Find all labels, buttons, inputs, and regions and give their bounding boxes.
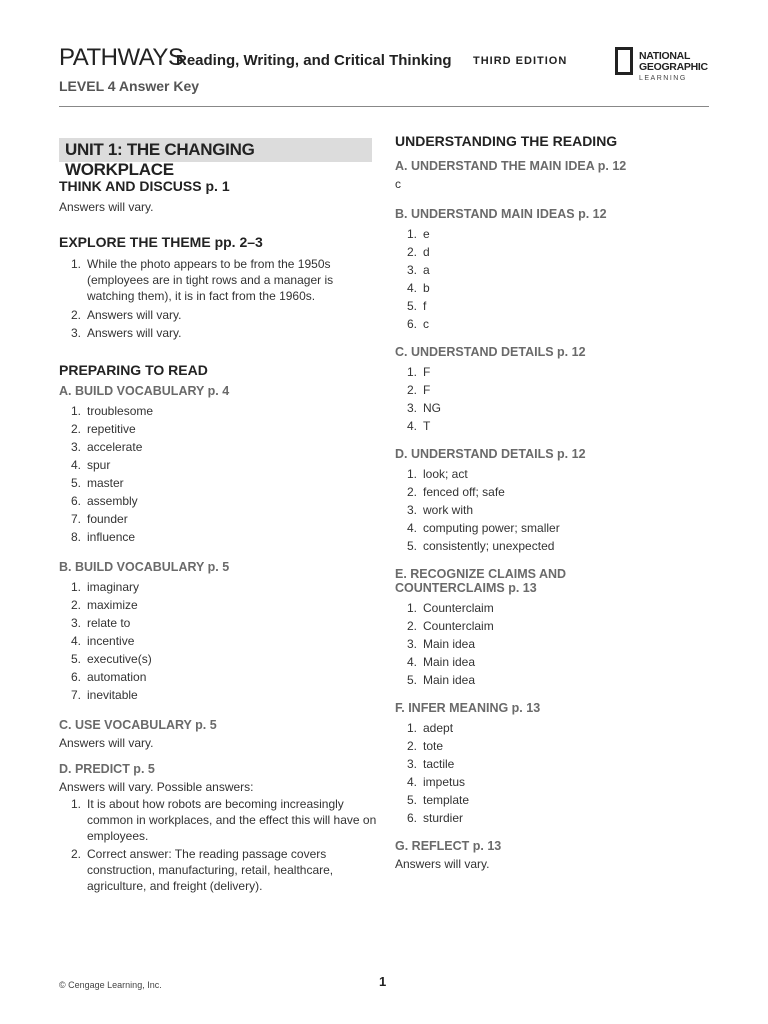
- claims-heading-line-1: E. RECOGNIZE CLAIMS AND: [395, 567, 567, 581]
- item-text: NG: [423, 401, 441, 415]
- item-text: d: [423, 245, 430, 259]
- item-text: look; act: [423, 467, 468, 481]
- list-item: [395, 671, 695, 689]
- item-number: 3.: [70, 440, 81, 454]
- item-number: 6.: [70, 494, 81, 508]
- list-item: [395, 297, 695, 315]
- list-item: [395, 737, 695, 755]
- item-number: 8.: [70, 530, 81, 544]
- list-item: [395, 315, 695, 333]
- yellow-border-icon: [615, 47, 633, 75]
- list-item: [59, 686, 379, 704]
- predict-intro: Answers will vary. Possible answers:: [59, 780, 254, 794]
- list-item: [59, 510, 379, 528]
- item-number: 3.: [70, 616, 81, 630]
- copyright: © Cengage Learning, Inc.: [59, 980, 162, 990]
- item-text: Counterclaim: [423, 619, 494, 633]
- item-text: consistently; unexpected: [423, 539, 555, 553]
- list-item: [395, 279, 695, 297]
- understanding-heading: UNDERSTANDING THE READING: [395, 133, 618, 149]
- list-item: 2. Correct answer: The reading passage covers construction, manufacturing, retail, healthcare, agriculture, and freight (delivery).: [70, 847, 334, 893]
- list-item: [395, 225, 695, 243]
- item-number: 5.: [70, 476, 81, 490]
- item-number: 1.: [406, 601, 417, 615]
- left-column: [59, 138, 379, 896]
- item-number: 1.: [70, 580, 81, 594]
- item-number: 6.: [406, 317, 417, 331]
- item-text: computing power; smaller: [423, 521, 560, 535]
- infer-meaning-heading: F. INFER MEANING p. 13: [395, 701, 541, 715]
- list-item: [395, 617, 695, 635]
- explore-theme-heading: EXPLORE THE THEME pp. 2–3: [59, 234, 263, 250]
- item-text: adept: [423, 721, 454, 735]
- list-item: [395, 791, 695, 809]
- item-text: e: [423, 227, 430, 241]
- item-number: 6.: [70, 670, 81, 684]
- item-text: maximize: [87, 598, 138, 612]
- think-discuss-answer: Answers will vary.: [59, 200, 154, 214]
- list-item: [395, 243, 695, 261]
- list-item: [395, 755, 695, 773]
- item-text: Main idea: [423, 637, 476, 651]
- list-item: [59, 438, 379, 456]
- item-number: 5.: [406, 793, 417, 807]
- list-item: [59, 632, 379, 650]
- main-idea-answer: c: [395, 177, 401, 191]
- list-item: [395, 417, 695, 435]
- build-vocab-b-heading: B. BUILD VOCABULARY p. 5: [59, 560, 230, 574]
- item-number: 4.: [406, 419, 417, 433]
- list-item: [395, 773, 695, 791]
- main-ideas-list: [395, 225, 695, 333]
- list-item: [395, 363, 695, 381]
- list-item: [59, 492, 379, 510]
- item-number: 1.: [406, 365, 417, 379]
- item-text: sturdier: [423, 811, 464, 825]
- item-number: 5.: [70, 652, 81, 666]
- list-item: [395, 483, 695, 501]
- explore-theme-list: [59, 256, 379, 342]
- item-number: 7.: [70, 688, 81, 702]
- predict-heading: D. PREDICT p. 5: [59, 762, 155, 776]
- infer-meaning-list: [395, 719, 695, 827]
- item-number: 3.: [406, 263, 417, 277]
- list-item: [395, 809, 695, 827]
- item-text: master: [87, 476, 124, 490]
- item-text: repetitive: [87, 422, 136, 436]
- item-text: c: [423, 317, 429, 331]
- list-item: [395, 599, 695, 617]
- item-text: Main idea: [423, 655, 476, 669]
- list-item: [395, 465, 695, 483]
- item-text: inevitable: [87, 688, 138, 702]
- item-text: fenced off; safe: [423, 485, 505, 499]
- item-text: template: [423, 793, 470, 807]
- brand-title: PATHWAYS: [59, 44, 184, 71]
- book-subtitle: Reading, Writing, and Critical Thinking: [176, 52, 452, 69]
- item-number: 6.: [406, 811, 417, 825]
- preparing-heading: PREPARING TO READ: [59, 362, 208, 378]
- item-number: 2.: [70, 598, 81, 612]
- list-item: [395, 653, 695, 671]
- item-text: troublesome: [87, 404, 154, 418]
- list-item: [395, 261, 695, 279]
- item-number: 5.: [406, 673, 417, 687]
- predict-list: [59, 796, 379, 894]
- national-geographic-logo: [615, 47, 715, 87]
- item-number: 3.: [406, 503, 417, 517]
- item-number: 2.: [70, 422, 81, 436]
- item-number: 2.: [406, 383, 417, 397]
- item-text: imaginary: [87, 580, 140, 594]
- logo-line-1: NATIONAL: [639, 50, 691, 62]
- item-text: automation: [87, 670, 147, 684]
- reflect-answer: Answers will vary.: [395, 857, 490, 871]
- build-vocab-a-heading: A. BUILD VOCABULARY p. 4: [59, 384, 230, 398]
- list-item: [395, 537, 695, 555]
- list-item: [395, 719, 695, 737]
- item-number: 4.: [406, 775, 417, 789]
- item-text: b: [423, 281, 430, 295]
- list-item: [59, 614, 379, 632]
- item-text: a: [423, 263, 430, 277]
- level-label: LEVEL 4 Answer Key: [59, 78, 200, 94]
- list-item: [59, 650, 379, 668]
- item-text: incentive: [87, 634, 135, 648]
- list-item: 1. While the photo appears to be from the 1950s (employees are in tight rows and a manager is watching them), it is in fact from the 1960s.: [70, 257, 334, 303]
- item-text: impetus: [423, 775, 466, 789]
- item-text: executive(s): [87, 652, 152, 666]
- item-text: tote: [423, 739, 444, 753]
- details-c-list: [395, 363, 695, 435]
- item-text: influence: [87, 530, 136, 544]
- list-item: [395, 381, 695, 399]
- build-vocab-b-list: [59, 578, 379, 704]
- item-number: 2.: [406, 739, 417, 753]
- header-divider: [59, 106, 709, 107]
- item-text: Main idea: [423, 673, 476, 687]
- list-item: [59, 402, 379, 420]
- item-number: 4.: [406, 521, 417, 535]
- list-item: [395, 399, 695, 417]
- item-number: 2.: [406, 619, 417, 633]
- main-idea-heading: A. UNDERSTAND THE MAIN IDEA p. 12: [395, 159, 627, 173]
- list-item: [59, 456, 379, 474]
- item-number: 2.: [406, 245, 417, 259]
- item-number: 4.: [70, 458, 81, 472]
- list-item: 1. It is about how robots are becoming increasingly common in workplaces, and the effect this will have on employees.: [70, 797, 377, 843]
- item-number: 5.: [406, 299, 417, 313]
- item-number: 3.: [406, 757, 417, 771]
- page-number: 1: [379, 974, 387, 989]
- logo-line-3: LEARNING: [639, 75, 687, 82]
- item-number: 1.: [70, 404, 81, 418]
- claims-list: [395, 599, 695, 689]
- item-text: relate to: [87, 616, 131, 630]
- right-column: [395, 133, 695, 877]
- unit-title: UNIT 1: THE CHANGING WORKPLACE: [59, 138, 372, 162]
- list-item: [395, 501, 695, 519]
- claims-heading-line-2: COUNTERCLAIMS p. 13: [395, 581, 537, 595]
- list-item: [395, 635, 695, 653]
- item-number: 2.: [406, 485, 417, 499]
- item-text: spur: [87, 458, 111, 472]
- details-c-heading: C. UNDERSTAND DETAILS p. 12: [395, 345, 586, 359]
- list-item: [59, 596, 379, 614]
- item-text: work with: [423, 503, 474, 517]
- list-item: [59, 578, 379, 596]
- main-ideas-heading: B. UNDERSTAND MAIN IDEAS p. 12: [395, 207, 607, 221]
- item-number: 4.: [406, 281, 417, 295]
- item-number: 4.: [406, 655, 417, 669]
- list-item: [59, 668, 379, 686]
- item-number: 5.: [406, 539, 417, 553]
- item-text: T: [423, 419, 431, 433]
- item-number: 3.: [406, 401, 417, 415]
- item-number: 3.: [406, 637, 417, 651]
- item-number: 1.: [406, 467, 417, 481]
- use-vocab-heading: C. USE VOCABULARY p. 5: [59, 718, 217, 732]
- item-text: founder: [87, 512, 128, 526]
- think-discuss-heading: THINK AND DISCUSS p. 1: [59, 178, 230, 194]
- list-item: [59, 528, 379, 546]
- item-number: 7.: [70, 512, 81, 526]
- item-text: Counterclaim: [423, 601, 494, 615]
- item-text: tactile: [423, 757, 455, 771]
- edition-label: THIRD EDITION: [473, 55, 568, 67]
- list-item: 2. Answers will vary.: [70, 308, 182, 322]
- list-item: [59, 420, 379, 438]
- list-item: 3. Answers will vary.: [70, 326, 182, 340]
- item-text: assembly: [87, 494, 138, 508]
- item-text: F: [423, 383, 431, 397]
- list-item: [59, 474, 379, 492]
- item-text: accelerate: [87, 440, 143, 454]
- reflect-heading: G. REFLECT p. 13: [395, 839, 502, 853]
- list-item: [395, 519, 695, 537]
- logo-line-2: GEOGRAPHIC: [639, 61, 708, 73]
- item-text: F: [423, 365, 431, 379]
- item-number: 1.: [406, 721, 417, 735]
- build-vocab-a-list: [59, 402, 379, 546]
- details-d-heading: D. UNDERSTAND DETAILS p. 12: [395, 447, 586, 461]
- page-header: [59, 44, 709, 106]
- details-d-list: [395, 465, 695, 555]
- use-vocab-answer: Answers will vary.: [59, 736, 154, 750]
- item-text: f: [423, 299, 427, 313]
- item-number: 4.: [70, 634, 81, 648]
- item-number: 1.: [406, 227, 417, 241]
